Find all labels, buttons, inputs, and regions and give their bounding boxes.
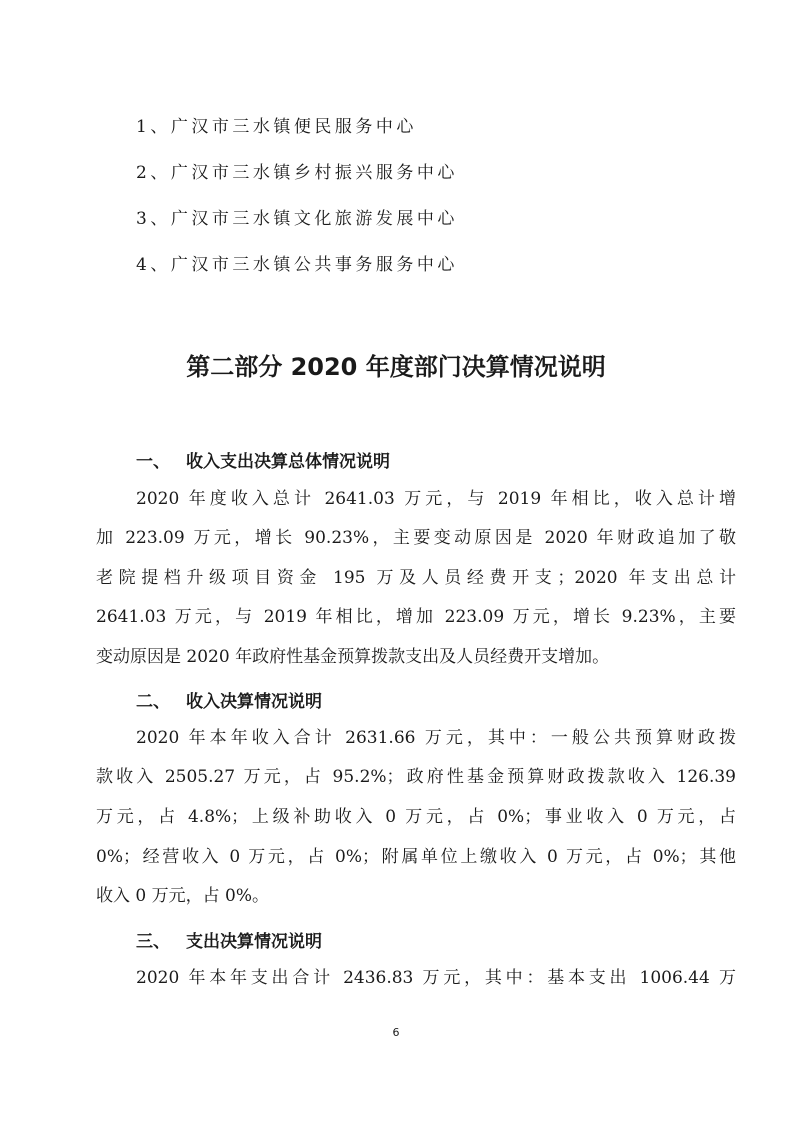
- paragraph-line: 2020 年本年支出合计 2436.83 万元，其中：基本支出 1006.44 万: [136, 968, 736, 988]
- unit-list-item: 4、广汉市三水镇公共事务服务中心: [136, 255, 458, 275]
- section-title: 收入支出决算总体情况说明: [186, 452, 390, 472]
- section-title: 支出决算情况说明: [186, 932, 322, 952]
- unit-list-item: 3、广汉市三水镇文化旅游发展中心: [136, 209, 458, 229]
- paragraph-line: 0%；经营收入 0 万元，占 0%；附属单位上缴收入 0 万元，占 0%；其他: [96, 847, 736, 867]
- paragraph-line: 变动原因是 2020 年政府性基金预算拨款支出及人员经费开支增加。: [96, 647, 610, 667]
- paragraph-line: 2020 年度收入总计 2641.03 万元，与 2019 年相比，收入总计增: [136, 489, 736, 509]
- paragraph-line: 老院提档升级项目资金 195 万及人员经费开支；2020 年支出总计: [96, 568, 736, 588]
- paragraph-line: 加 223.09 万元，增长 90.23%，主要变动原因是 2020 年财政追加了敬: [96, 528, 736, 548]
- unit-list-item: 2、广汉市三水镇乡村振兴服务中心: [136, 163, 458, 183]
- section-title: 收入决算情况说明: [186, 692, 322, 712]
- paragraph-line: 收入 0 万元，占 0%。: [96, 886, 269, 906]
- section-number: 二、: [136, 692, 170, 712]
- section-number: 三、: [136, 932, 170, 952]
- section-heading-expense: [136, 927, 322, 952]
- unit-list-item: 1、广汉市三水镇便民服务中心: [136, 117, 417, 137]
- paragraph-line: 2641.03 万元，与 2019 年相比，增加 223.09 万元，增长 9.23%，主要: [96, 607, 736, 627]
- paragraph-line: 款收入 2505.27 万元，占 95.2%；政府性基金预算财政拨款收入 126.39: [96, 767, 736, 787]
- paragraph-line: 2020 年本年收入合计 2631.66 万元，其中：一般公共预算财政拨: [136, 728, 736, 748]
- section-heading-income-expense: [136, 447, 390, 472]
- paragraph-line: 万元，占 4.8%；上级补助收入 0 万元，占 0%；事业收入 0 万元，占: [96, 807, 736, 827]
- section-number: 一、: [136, 452, 170, 472]
- page-number: 6: [392, 1026, 400, 1039]
- part-title: 第二部分 2020 年度部门决算情况说明: [186, 353, 606, 381]
- section-heading-income: [136, 687, 322, 712]
